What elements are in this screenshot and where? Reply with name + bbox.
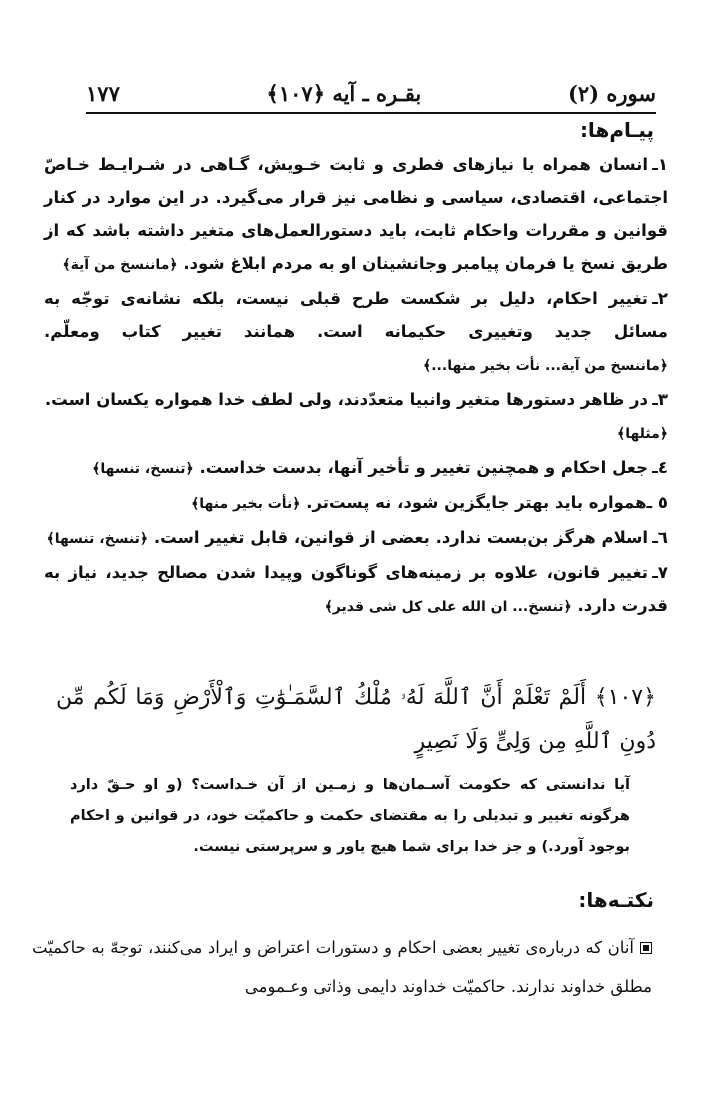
verse-tag: ﴿ماننسخ من آیة﴾ (62, 257, 178, 273)
message-item: ۲ـتغییر احکام، دلیل بر شکست طرح قبلی نیست، بلکه نشانه‌ی توجّه به مسائل جدید وتغییری حکیمانه است. همانند تغییر کتاب ومعلّم. ﴿ماننسخ من آیة... نأت بخیر منها...﴾ (44, 289, 668, 374)
verse-tag: ﴿تنسخ، تنسها﴾ (46, 531, 149, 547)
verse-tag: ﴿نأت بخیر منها﴾ (191, 496, 301, 512)
message-item: ۷ـتغییر قانون، علاوه بر زمینه‌های گوناگون وپیدا شدن مصالح جدید، نیاز به قدرت دارد. ﴿تنسخ... ان الله علی کل شی قدیر﴾ (44, 563, 668, 615)
messages-list (44, 148, 668, 624)
verse-tag: ﴿تنسخ... ان الله علی کل شی قدیر﴾ (324, 599, 572, 615)
header-divider (86, 112, 656, 114)
verse-translation: آیا ندانستی که حکومت آسـمان‌ها و زمـین از آن خـداست؟ (و او حـقّ دارد هرگونه تغییر و تبدیلی را به مقتضای حکمت و حاکمیّت خود، در قوانین و احکام بوجود آورد.) و جز خدا برای شما هیچ یاور و سرپرستی نیست. (70, 777, 630, 855)
square-bullet-icon (640, 942, 652, 954)
verse-tag: ﴿تنسخ، تنسها﴾ (92, 461, 194, 477)
message-item: ۳ـدر ظاهر دستورها متغیر وانبیا متعدّدند، ولی لطف خدا همواره یکسان است. ﴿مثلها﴾ (44, 390, 668, 442)
page-header (86, 78, 656, 108)
verse-tag: ﴿مثلها﴾ (616, 426, 668, 442)
message-item: ٥ ـهمواره باید بهتر جایگزین شود، نه پست‌تر. ﴿نأت بخیر منها﴾ (191, 493, 668, 512)
messages-heading: پیـام‌ها: (579, 118, 654, 142)
verse-tag: ﴿ماننسخ من آیة... نأت بخیر منها...﴾ (423, 358, 668, 374)
verse-reference: بقـره ـ آیه ﴿۱۰۷﴾ (266, 80, 422, 106)
notes-heading: نکتـه‌ها: (578, 888, 654, 912)
message-item: ۱ـانسان همراه با نیازهای فطری و ثابت خـویش، گـاهی در شـرایـط خـاصّ اجتماعی، اقتصادی، سیاسی و نظامی نیز قرار می‌گیرد. در این موارد در کنار قوانین و مقررات واحکام ثابت، باید دستورالعمل‌های متغیر داشته باشد که از طریق نسخ یا فرمان پیامبر وجانشینان او به مردم ابلاغ شود. ﴿ماننسخ من آیة﴾ (44, 155, 668, 273)
notes-paragraph (32, 928, 652, 1006)
quran-verse: ﴿۱۰۷﴾ أَلَمْ تَعْلَمْ أَنَّ ٱللَّهَ لَهُۥ مُلْكُ ٱلسَّمَـٰوَٰتِ وَٱلْأَرْضِ وَمَا لَكُم مِّن دُونِ ٱللَّهِ مِن وَلِىٍّ وَلَا نَصِيرٍ (56, 685, 656, 754)
message-item: ٤ـجعل احکام و همچنین تغییر و تأخیر آنها، بدست خداست. ﴿تنسخ، تنسها﴾ (92, 458, 668, 477)
message-item: ٦ـاسلام هرگز بن‌بست ندارد. بعضی از قوانین، قابل تغییر است. ﴿تنسخ، تنسها﴾ (46, 528, 668, 547)
notes-text: آنان که درباره‌ی تغییر بعضی احکام و دستورات اعتراض و ایراد می‌کنند، توجهّ به حاکمیّت مطلق خداوند ندارند. حاکمیّت خداوند دایمی وذاتی وعـمومی (32, 938, 652, 996)
page-number: ۱۷۷ (86, 80, 120, 106)
surah-label: سوره (۲) (567, 80, 656, 106)
